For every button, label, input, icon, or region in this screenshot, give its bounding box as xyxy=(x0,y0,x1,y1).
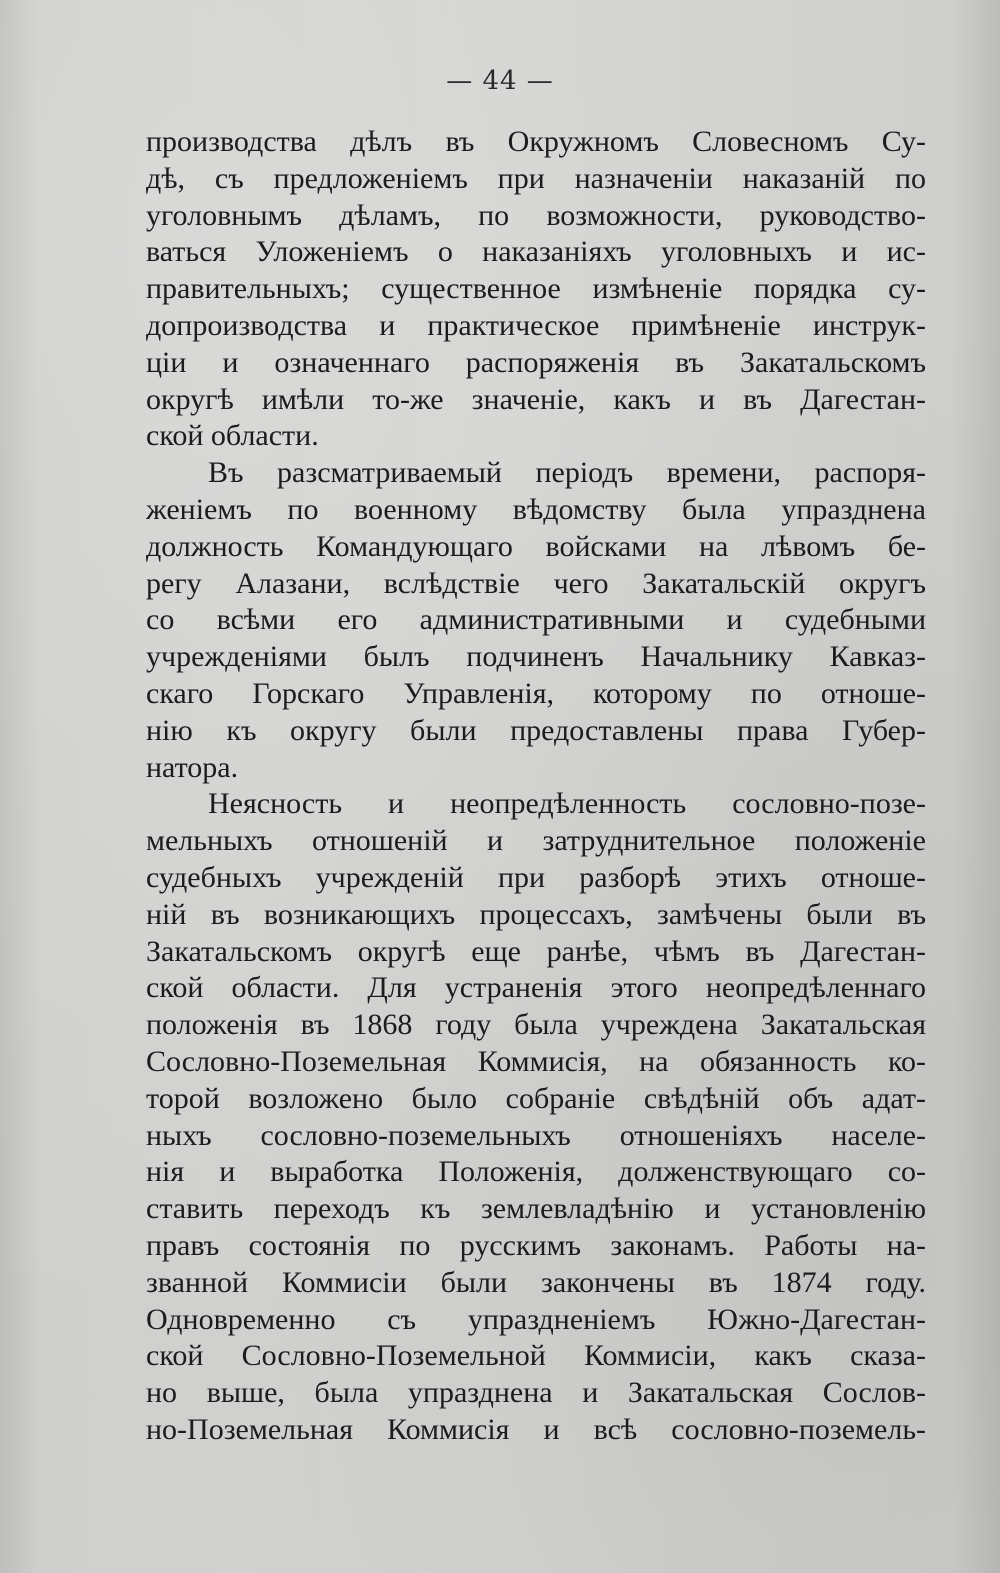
text-line: ской области. Для устраненія этого неопредѣленнаго xyxy=(146,971,926,1005)
text-line: званной Коммисіи были закончены въ 1874 году. xyxy=(146,1265,926,1299)
text-line: натора. xyxy=(146,750,239,784)
text-line: положенія въ 1868 году была учреждена Закатальская xyxy=(146,1008,926,1042)
text-line: нія и выработка Положенія, долженствующаго со- xyxy=(146,1155,926,1189)
text-line: ставить переходъ къ землевладѣнію и установленію xyxy=(146,1192,926,1226)
text-line: ваться Уложеніемъ о наказаніяхъ уголовныхъ и ис- xyxy=(146,235,926,269)
text-line: Неясность и неопредѣленность сословно-позе- xyxy=(208,787,926,821)
text-line: торой возложено было собраніе свѣдѣній объ адат- xyxy=(146,1081,926,1115)
text-line: правительныхъ; существенное измѣненіе порядка су- xyxy=(146,272,926,306)
text-line: допроизводства и практическое примѣненіе инструк- xyxy=(146,308,926,342)
text-line: ній въ возникающихъ процессахъ, замѣчены были въ xyxy=(146,897,926,931)
text-line: скаго Горскаго Управленія, которому по отноше- xyxy=(146,676,926,710)
text-line: ской области. xyxy=(146,419,319,453)
text-line: регу Алазани, вслѣдствіе чего Закатальскій округъ xyxy=(146,566,926,600)
text-line: производства дѣлъ въ Окружномъ Словесномъ Су- xyxy=(146,125,926,158)
text-line: дѣ, съ предложеніемъ при назначеніи наказаній по xyxy=(146,161,926,195)
text-line: мельныхъ отношеній и затруднительное положеніе xyxy=(146,824,926,858)
text-line: Сословно-Поземельная Коммисія, на обязанность ко- xyxy=(146,1044,926,1078)
text-line: Одновременно съ упраздненіемъ Южно-Дагестан- xyxy=(146,1302,926,1336)
text-line: ской Сословно-Поземельной Коммисіи, какъ сказа- xyxy=(146,1339,926,1373)
text-line: ныхъ сословно-поземельныхъ отношеніяхъ населе- xyxy=(146,1118,926,1152)
text-line: судебныхъ учрежденій при разборѣ этихъ отноше- xyxy=(146,860,926,894)
text-line: уголовнымъ дѣламъ, по возможности, руководство- xyxy=(146,198,926,232)
text-line: округѣ имѣли то-же значеніе, какъ и въ Дагестан- xyxy=(146,382,926,416)
text-line: но выше, была упразднена и Закатальская Сослов- xyxy=(146,1376,926,1410)
text-line: должность Командующаго войсками на лѣвомъ бе- xyxy=(146,529,926,563)
text-line: нію къ округу были предоставлены права Губер- xyxy=(146,713,926,747)
text-line: Закатальскомъ округѣ еще ранѣе, чѣмъ въ Дагестан- xyxy=(146,934,926,968)
text-line: женіемъ по военному вѣдомству была упразднена xyxy=(146,492,926,526)
text-line: учрежденіями былъ подчиненъ Начальнику Кавказ- xyxy=(146,640,926,674)
text-line: но-Поземельная Коммисія и всѣ сословно-поземель- xyxy=(146,1412,926,1446)
page-number: — 44 — xyxy=(446,66,554,96)
text-line: правъ состоянія по русскимъ законамъ. Работы на- xyxy=(146,1228,926,1262)
text-line: со всѣми его административными и судебными xyxy=(146,603,926,637)
body-text xyxy=(146,124,926,1449)
text-line: ціи и означеннаго распоряженія въ Закатальскомъ xyxy=(146,345,926,379)
text-line: Въ разсматриваемый періодъ времени, распоря- xyxy=(208,456,926,490)
